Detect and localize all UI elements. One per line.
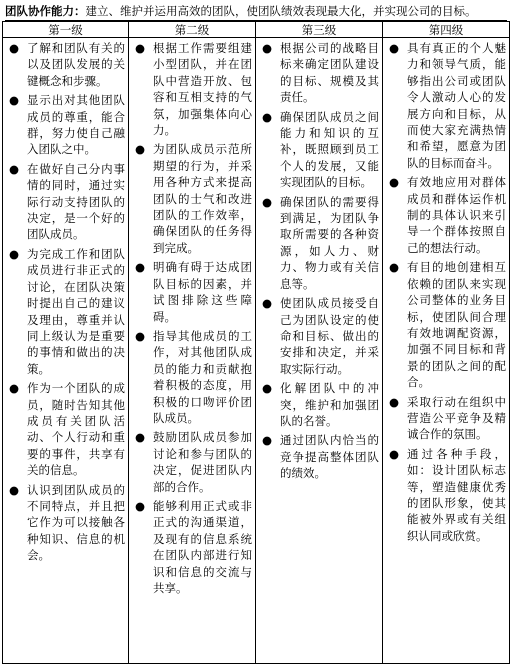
list-item xyxy=(3,40,125,89)
bullet-icon: ● xyxy=(389,394,400,409)
list-item xyxy=(129,141,252,256)
list-item-text: 采取行动在组织中营造公平竞争及精诚合作的氛围。 xyxy=(407,394,506,442)
bullet-icon: ● xyxy=(389,260,400,275)
list-item-text: 根据工作需要组建小型团队，并在团队中营造开放、包容和互相支持的气氛，加强集体向心力。 xyxy=(153,41,252,138)
bullet-icon: ● xyxy=(135,430,146,445)
list-item-text: 能够利用正式或非正式的沟通渠道，及现有的信息系统在团队内部进行知识和信息的交流与共享。 xyxy=(153,498,252,595)
list-item-text: 有效地应用对群体成员和群体运作机制的具体认识来引导一个群体按照自己的想法行动。 xyxy=(407,175,506,255)
list-item xyxy=(129,498,252,596)
list-item-text: 为团队成员示范所期望的行为，并采用各种方式来提高团队的士气和改进团队的工作效率，确保团队的任务得到完成。 xyxy=(153,142,252,255)
list-item-text: 通过团队内恰当的竞争提高整体团队的绩效。 xyxy=(280,433,379,481)
bullet-icon: ● xyxy=(9,93,20,108)
list-item-text: 作为一个团队的成员，随时告知其他成员有关团队活动、个人行动和重要的事件，共享有关的信息。 xyxy=(27,381,125,478)
column-cell-level-4 xyxy=(383,38,510,664)
bullet-icon: ● xyxy=(135,328,146,343)
level-4-list xyxy=(383,38,509,544)
list-item xyxy=(3,161,125,243)
bullet-icon: ● xyxy=(262,194,273,209)
list-item-text: 通过各种手段，如：设计团队标志等，塑造健康优秀的团队形象，使其能被外界或有关组织认同或欣赏。 xyxy=(407,446,506,543)
bullet-icon: ● xyxy=(389,41,400,55)
bullet-icon: ● xyxy=(262,296,273,311)
column-cell-level-1 xyxy=(3,38,129,664)
bullet-icon: ● xyxy=(135,142,146,157)
list-item-text: 了解和团队有关的以及团队发展的关键概念和步骤。 xyxy=(27,41,125,88)
list-item xyxy=(129,40,252,138)
list-item xyxy=(383,446,506,544)
column-header-level-2: 第二级 xyxy=(129,22,256,38)
column-cell-level-2 xyxy=(129,38,256,664)
list-item xyxy=(256,40,379,106)
list-item xyxy=(383,174,506,256)
bullet-icon: ● xyxy=(9,161,20,176)
list-item-text: 化解团队中的冲突，维护和加强团队的名誉。 xyxy=(280,381,379,428)
level-1-list xyxy=(3,38,128,564)
list-item xyxy=(129,429,252,495)
bullet-icon: ● xyxy=(135,41,146,55)
list-item-text: 明确有碍于达成团队目标的因素，并试图排除这些障碍。 xyxy=(153,260,252,324)
document-heading xyxy=(5,3,507,21)
list-item-text: 认识到团队成员的不同特点，并且把它作为可以接触各种知识、信息的机会。 xyxy=(27,482,125,563)
bullet-icon: ● xyxy=(135,498,146,513)
header-row xyxy=(3,22,510,38)
heading-label: 团队协作能力： xyxy=(5,4,86,18)
list-item xyxy=(383,394,506,443)
list-item-text: 有目的地创建相互依赖的团队来实现公司整体的业务目标，使团队间合理有效地调配资源，加强不同目标和背景的团队之间的配合。 xyxy=(407,260,506,390)
list-item-text: 在做好自己分内事情的同时，通过实际行动支持团队的决定，是一个好的团队成员。 xyxy=(27,161,125,242)
level-2-list xyxy=(129,38,255,596)
bullet-icon: ● xyxy=(9,41,20,55)
bullet-icon: ● xyxy=(262,109,273,124)
list-item xyxy=(383,259,506,390)
bullet-icon: ● xyxy=(9,381,20,396)
list-item-text: 使团队成员接受自己为团队设定的使命和目标、做出的安排和决定，并采取实际行动。 xyxy=(280,296,379,376)
column-header-level-4: 第四级 xyxy=(383,22,510,38)
content-row xyxy=(3,38,510,664)
bullet-icon: ● xyxy=(262,433,273,448)
bullet-icon: ● xyxy=(9,482,20,497)
list-item-text: 确保团队的需要得到满足，为团队争取所需要的各种资源，如人力、财力、物力或有关信息等。 xyxy=(280,194,379,291)
list-item xyxy=(256,295,379,377)
list-item xyxy=(129,328,252,426)
list-item-text: 鼓励团队成员参加讨论和参与团队的决定，促进团队内部的合作。 xyxy=(153,430,252,494)
list-item xyxy=(3,246,125,377)
column-cell-level-3 xyxy=(256,38,383,664)
list-item xyxy=(129,259,252,325)
bullet-icon: ● xyxy=(389,175,400,190)
list-item xyxy=(3,92,125,158)
list-item xyxy=(3,380,125,478)
list-item-text: 根据公司的战略目标来确定团队建设的目标、规模及其责任。 xyxy=(280,41,379,105)
list-item-text: 具有真正的个人魅力和领导气质，能够指出公司或团队令人激动人心的发展方向和目标，从而使大家充满热情和希望，愿意为团队的目标而奋斗。 xyxy=(407,41,506,170)
list-item xyxy=(256,432,379,481)
list-item xyxy=(256,194,379,292)
bullet-icon: ● xyxy=(262,41,273,55)
list-item xyxy=(256,109,379,191)
bullet-icon: ● xyxy=(9,246,20,261)
level-3-list xyxy=(256,38,382,482)
list-item xyxy=(256,380,379,429)
heading-text: 建立、维护并运用高效的团队，使团队绩效表现最大化，并实现公司的目标。 xyxy=(85,4,477,18)
list-item-text: 为完成工作和团队成员进行非正式的讨论，在团队决策时提出自己的建议及理由，尊重并认同上级认为是重要的事情和做出的决策。 xyxy=(27,246,125,376)
bullet-icon: ● xyxy=(389,446,400,461)
list-item xyxy=(3,482,125,564)
list-item-text: 显示出对其他团队成员的尊重，能合群，努力使自己融入团队之中。 xyxy=(27,93,125,157)
list-item-text: 确保团队成员之间能力和知识的互补，既照顾到员工个人的发展，又能实现团队的目标。 xyxy=(280,109,379,190)
list-item xyxy=(383,40,506,171)
column-header-level-1: 第一级 xyxy=(3,22,129,38)
competency-levels-table xyxy=(2,21,510,664)
column-header-level-3: 第三级 xyxy=(256,22,383,38)
bullet-icon: ● xyxy=(262,381,273,396)
bullet-icon: ● xyxy=(135,260,146,275)
list-item-text: 指导其他成员的工作，对其他团队成员的能力和贡献抱着积极的态度，用积极的口吻评价团队成员。 xyxy=(153,328,252,425)
